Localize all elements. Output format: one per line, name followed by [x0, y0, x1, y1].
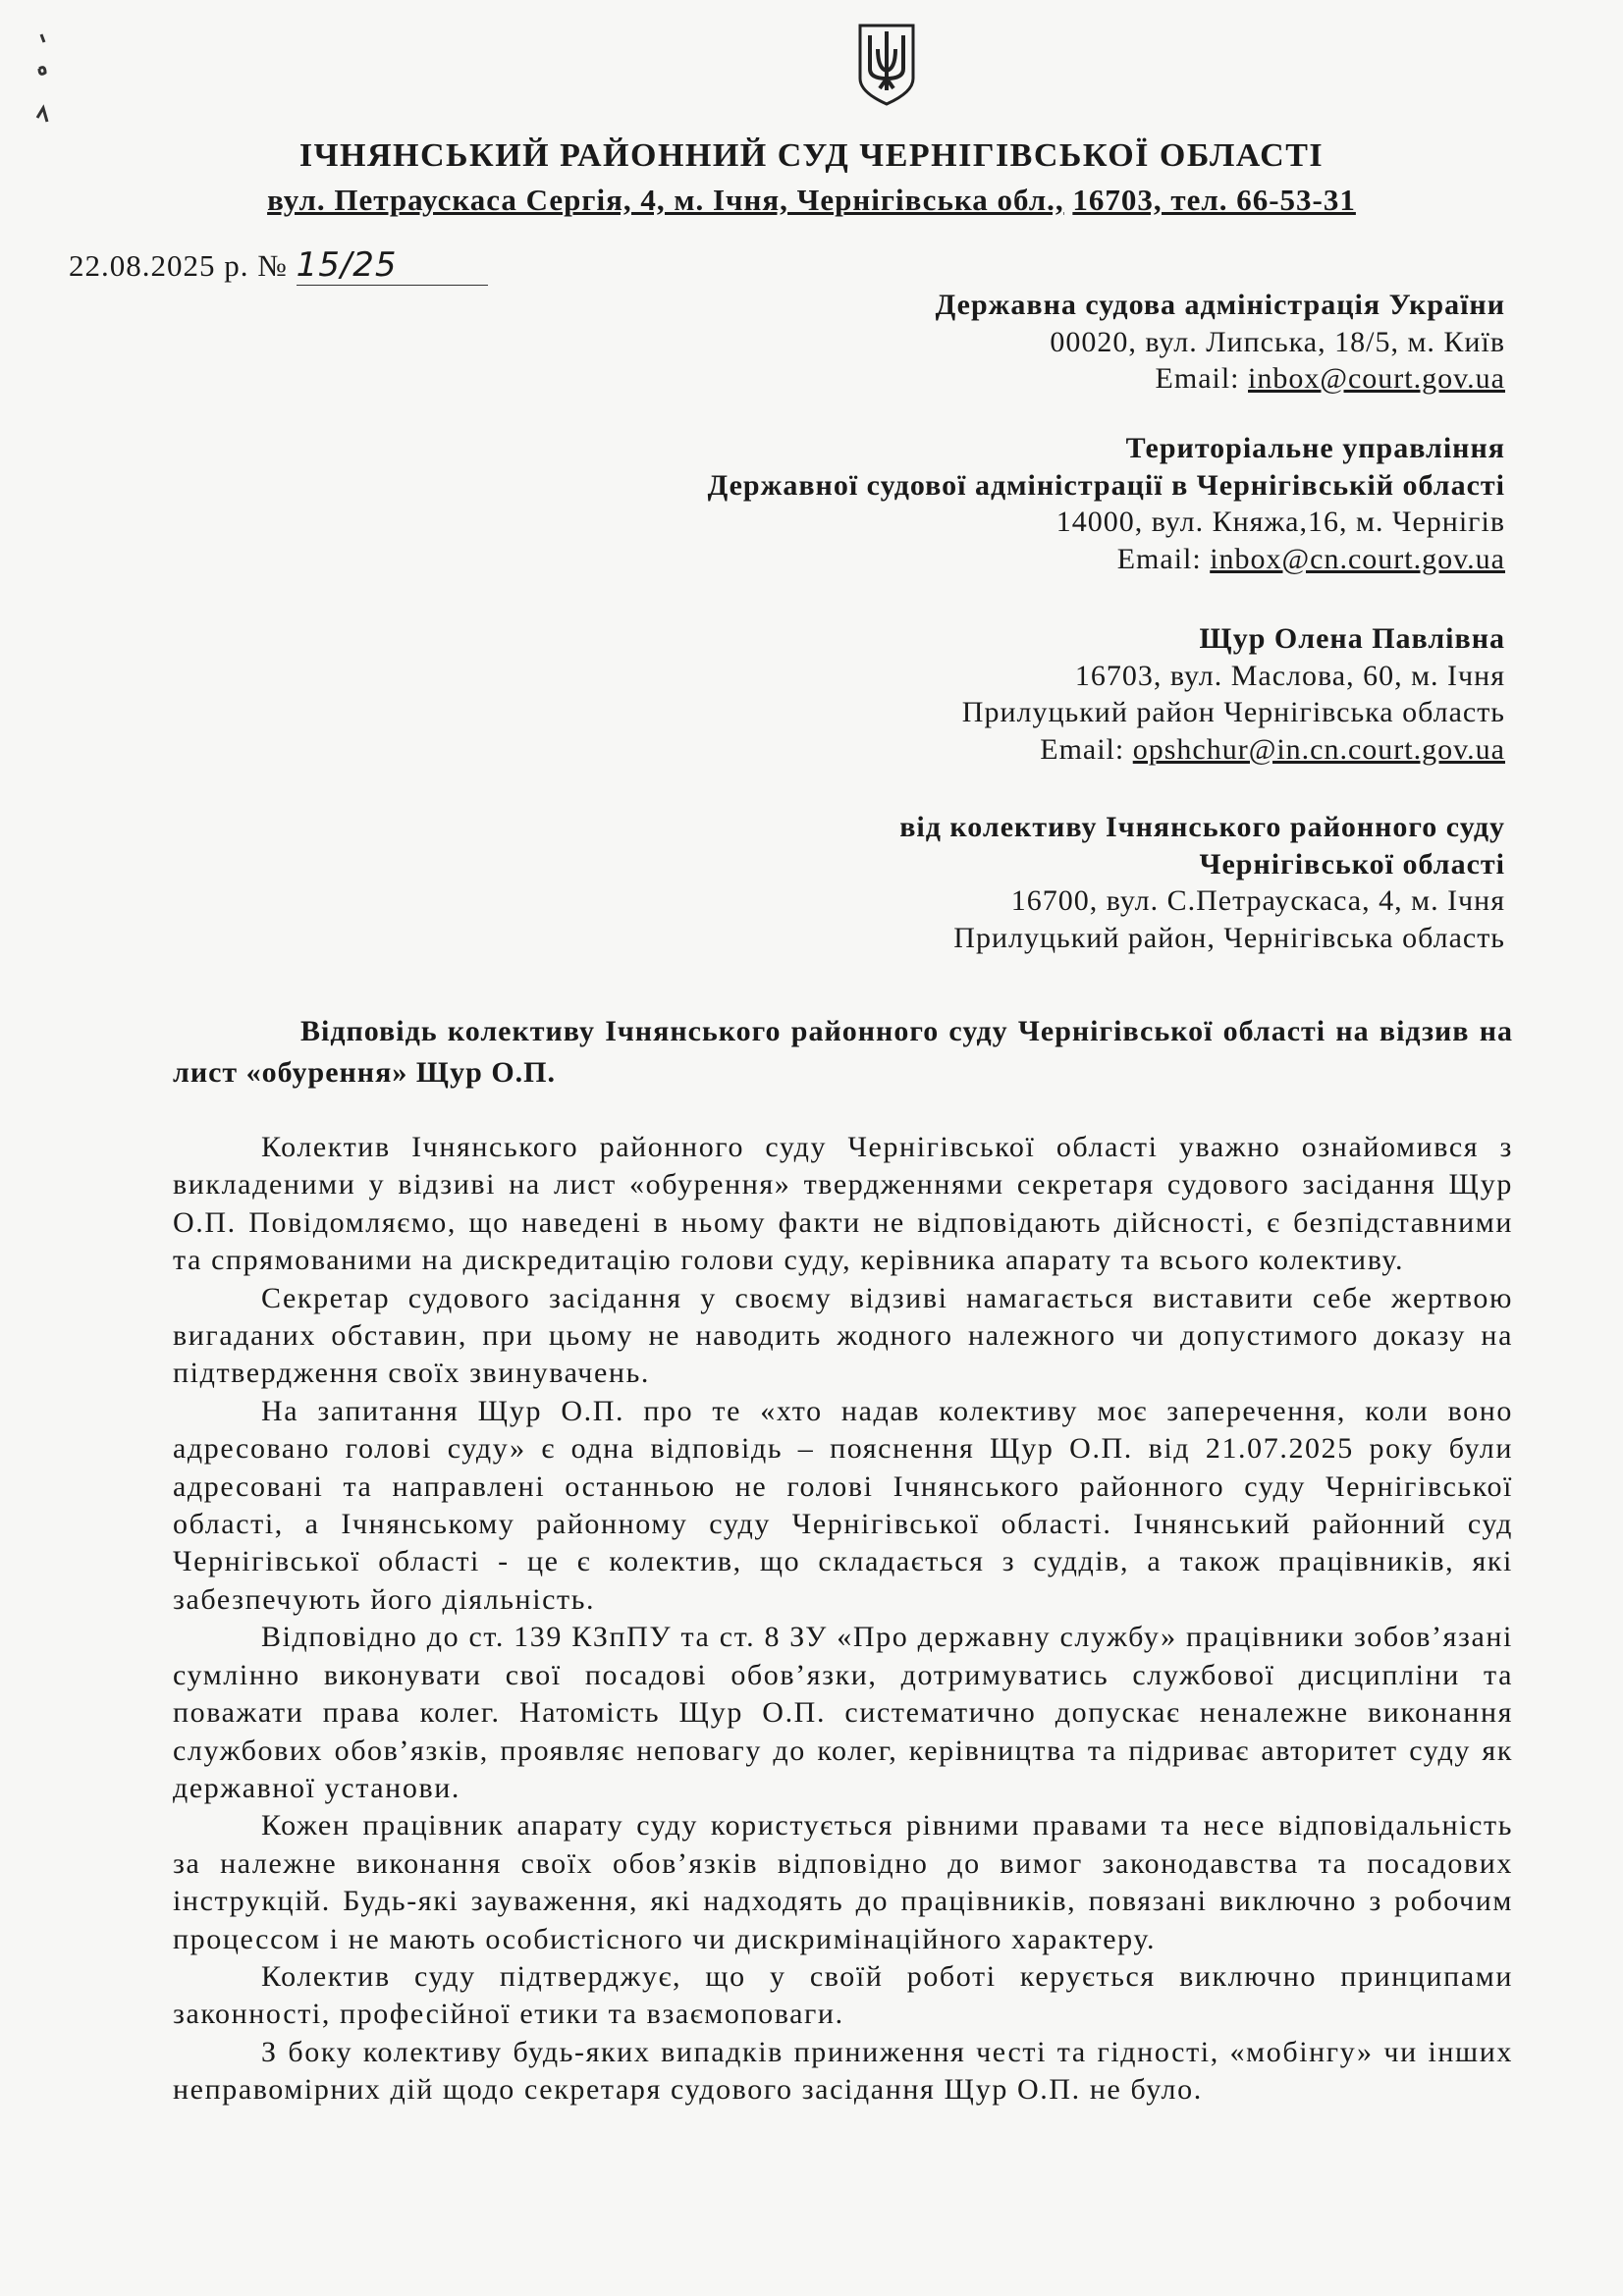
court-address-street: вул. Петраускаса Сергія, 4, м. Ічня, Чернігівська обл., [267, 183, 1064, 217]
body-paragraph: Відповідно до ст. 139 КЗпПУ та ст. 8 ЗУ «Про державну службу» працівники зобов’язані сумлінно виконувати свої посадові обов’язки, дотримуватись службової дисципліни та поважати права колег. Натомість Щур О.П. систематично допускає неналежне виконання службових обов’язків, проявляє неповагу до колег, керівництва та підриває авторитет суду як державної установи. [173, 1621, 1513, 1804]
court-address [0, 183, 1623, 218]
sender-block [899, 809, 1505, 956]
recipient-email-link[interactable]: inbox@court.gov.ua [1248, 362, 1505, 395]
sender-name: від колективу Ічнянського районного суду [899, 811, 1505, 843]
recipient-name: Територіальне управління [1125, 432, 1505, 464]
body-paragraph: Секретар судового засідання у своєму відзиві намагається виставити себе жертвою вигаданих обставин, при цьому не наводить жодного належного чи допустимого доказу на підтвердження своїх звинувачень. [173, 1281, 1513, 1390]
margin-pen-marks [29, 29, 59, 137]
ukraine-trident-emblem-icon [856, 22, 917, 106]
sender-address-region: Прилуцький район, Чернігівська область [953, 921, 1505, 954]
outgoing-date: 22.08.2025 р. № [69, 248, 288, 283]
recipient-address-region: Прилуцький район Чернігівська область [961, 696, 1505, 728]
recipient-email-link[interactable]: opshchur@in.cn.court.gov.ua [1132, 732, 1505, 766]
recipient-name: Державна судова адміністрація України [935, 289, 1505, 321]
recipient-name-cont: Державної судової адміністрації в Чернігівській області [707, 468, 1505, 502]
recipient-address: 00020, вул. Липська, 18/5, м. Київ [1050, 325, 1505, 358]
recipient-email-link[interactable]: inbox@cn.court.gov.ua [1210, 542, 1505, 575]
recipient-name: Щур Олена Павлівна [1199, 622, 1505, 655]
recipient-shchur [962, 620, 1505, 768]
sender-name-cont: Чернігівської області [1199, 847, 1505, 881]
recipient-email-line [708, 541, 1505, 578]
body-paragraph: З боку колективу будь-яких випадків приниження честі та гідності, «мобінгу» чи інших неправомірних дій щодо секретаря судового засідання Щур О.П. не було. [173, 2035, 1513, 2107]
court-name-heading: ІЧНЯНСЬКИЙ РАЙОННИЙ СУД ЧЕРНІГІВСЬКОЇ ОБЛАСТІ [298, 137, 1325, 174]
recipient-address: 16703, вул. Маслова, 60, м. Ічня [1074, 659, 1505, 692]
body-paragraph: Кожен працівник апарату суду користується рівними правами та несе відповідальність за належне виконання своїх обов’язків відповідно до вимог законодавства та посадових інструкцій. Будь-які зауваження, які надходять до працівників, повязані виключно з робочим процессом і не мають особистісного чи дискримінаційного характеру. [173, 1809, 1513, 1955]
email-label: Email: [1116, 542, 1202, 575]
court-address-phone: 16703, тел. 66-53-31 [1072, 183, 1356, 217]
outgoing-date-number [69, 245, 488, 286]
letter-body [173, 1129, 1513, 2109]
body-paragraph: Колектив Ічнянського районного суду Чернігівської області уважно ознайомився з викладеними у відзиві на лист «обурення» твердженнями секретаря судового засідання Щур О.П. Повідомляємо, що наведені в ньому факти не відповідають дійсності, є безпідставними та спрямованими на дискредитацію голови суду, керівника апарату та всього колективу. [173, 1131, 1513, 1277]
email-label: Email: [1040, 732, 1125, 766]
sender-address: 16700, вул. С.Петраускаса, 4, м. Ічня [1010, 884, 1505, 917]
recipient-dsa [936, 287, 1505, 398]
recipient-territorial-dsa [708, 430, 1505, 577]
body-paragraph: Колектив суду підтверджує, що у своїй роботі керується виключно принципами законності, професійної етики та взаємоповаги. [173, 1959, 1513, 2031]
registration-number: 15/25 [297, 245, 488, 286]
letter-subject: Відповідь колективу Ічнянського районного суду Чернігівської області на відзив на лист «обурення» Щур О.П. [173, 1015, 1513, 1089]
recipient-address: 14000, вул. Княжа,16, м. Чернігів [1055, 506, 1505, 538]
body-paragraph: На запитання Щур О.П. про те «хто надав колективу моє заперечення, коли воно адресовано голові суду» є одна відповідь – пояснення Щур О.П. від 21.07.2025 року були адресовані та направлені останньою не голові Ічнянського районного суду Чернігівської області, а Ічнянському районному суду Чернігівської області. Ічнянський районний суд Чернігівської області - це є колектив, що складається з суддів, а також працівників, які забезпечують його діяльність. [173, 1394, 1513, 1616]
email-label: Email: [1155, 362, 1240, 395]
recipient-email-line [936, 360, 1505, 398]
recipient-email-line [962, 731, 1505, 769]
